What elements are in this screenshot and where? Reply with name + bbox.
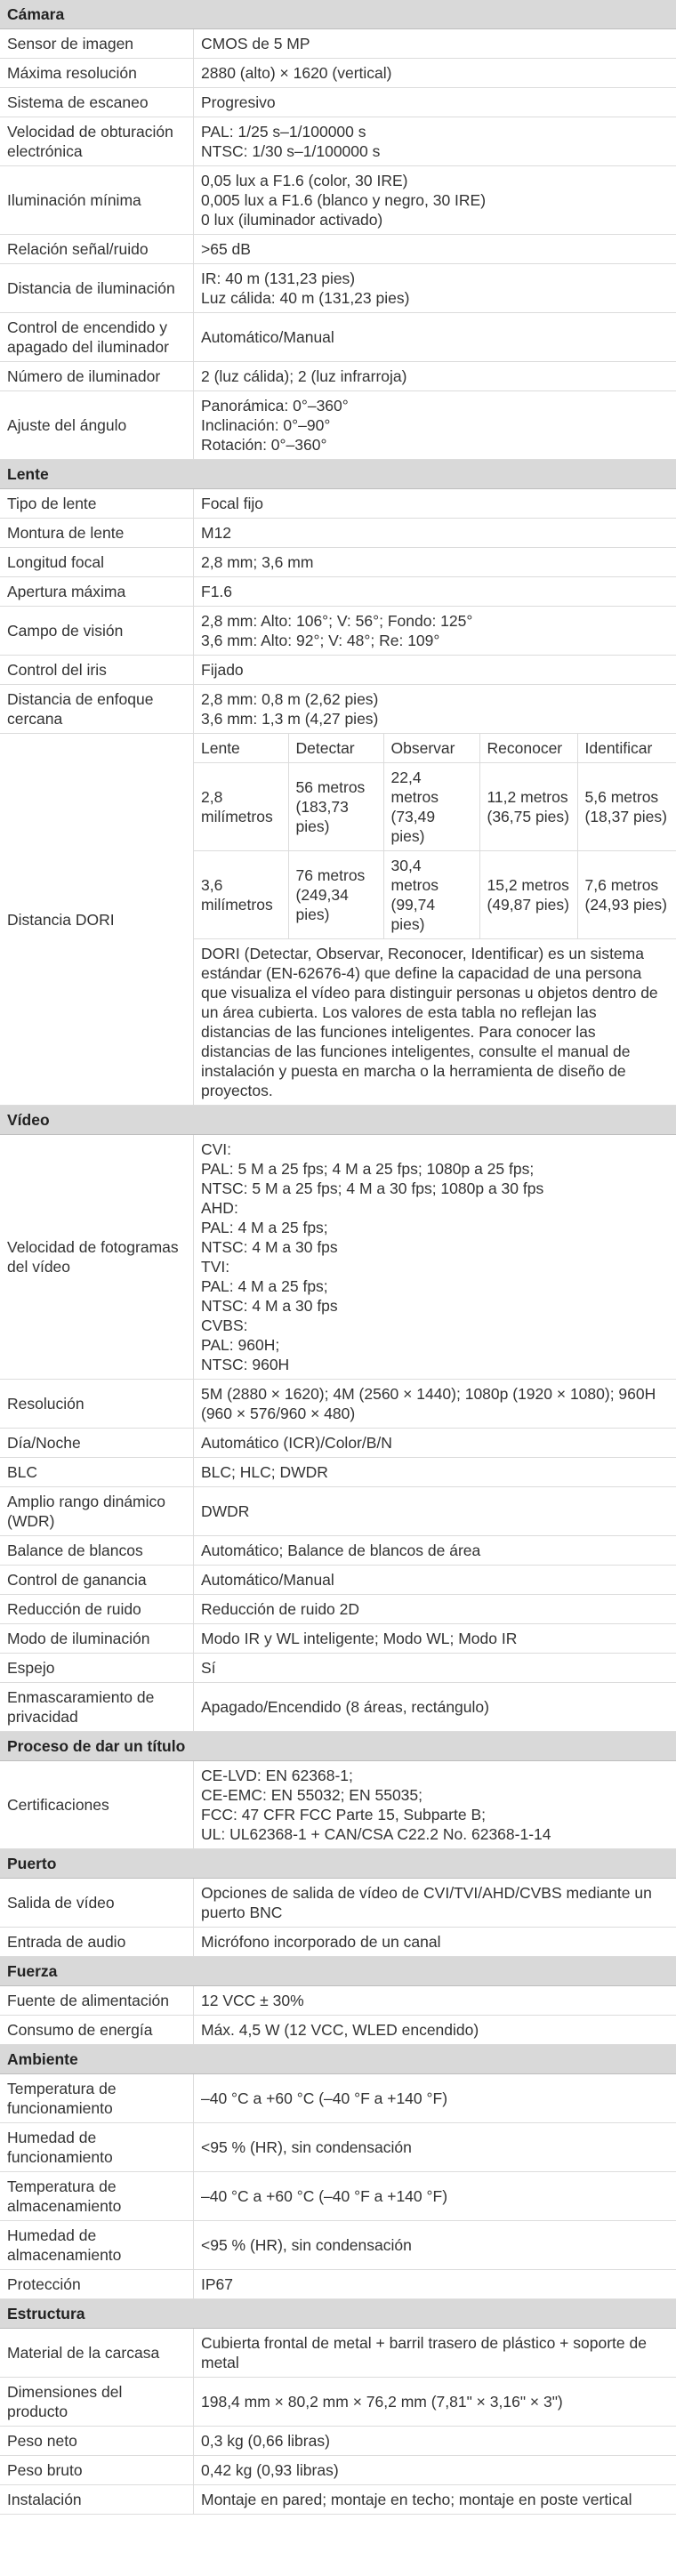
spec-value-line: CMOS de 5 MP — [201, 35, 310, 52]
spec-row-entrada-de-audio — [0, 1928, 676, 1957]
section-header-fuerza: Fuerza — [0, 1957, 676, 1986]
spec-label: Ajuste del ángulo — [0, 391, 194, 459]
spec-row-dia-noche — [0, 1429, 676, 1458]
spec-label: Campo de visión — [0, 607, 194, 655]
spec-label: Modo de iluminación — [0, 1624, 194, 1653]
spec-label: Tipo de lente — [0, 489, 194, 518]
spec-value-line: 3,6 mm: Alto: 92°; V: 48°; Re: 109° — [201, 632, 440, 649]
spec-value — [194, 59, 676, 87]
dori-header-cell: Reconocer — [479, 734, 577, 763]
dori-cell: 7,6 metros (24,93 pies) — [577, 851, 676, 939]
spec-sections-before-dori — [0, 0, 676, 734]
spec-value-line: 0,005 lux a F1.6 (blanco y negro, 30 IRE) — [201, 191, 487, 209]
spec-value-line: 0,3 kg (0,66 libras) — [201, 2432, 330, 2450]
dori-cell: 3,6 milímetros — [194, 851, 288, 939]
spec-value — [194, 1986, 676, 2015]
spec-row-certificaciones — [0, 1761, 676, 1849]
spec-value-line: 2,8 mm: Alto: 106°; V: 56°; Fondo: 125° — [201, 612, 473, 630]
dori-header-cell: Observar — [383, 734, 479, 763]
spec-value — [194, 2074, 676, 2122]
spec-value-line: PAL: 960H; — [201, 1336, 280, 1354]
dori-cell: 11,2 metros (36,75 pies) — [479, 763, 577, 851]
spec-label: Distancia de iluminación — [0, 264, 194, 312]
spec-row-velocidad-de-obturacion-electronica — [0, 117, 676, 166]
spec-value-line: PAL: 4 M a 25 fps; — [201, 1219, 328, 1236]
spec-value-line: 2,8 mm: 0,8 m (2,62 pies) — [201, 690, 379, 708]
spec-label: Relación señal/ruido — [0, 235, 194, 263]
spec-value-line: Inclinación: 0°–90° — [201, 416, 331, 434]
spec-value-line: PAL: 4 M a 25 fps; — [201, 1277, 328, 1295]
spec-value-line: Opciones de salida de vídeo de CVI/TVI/AHD/CVBS mediante un puerto BNC — [201, 1884, 652, 1921]
spec-value — [194, 685, 676, 733]
spec-row-distancia-de-iluminacion — [0, 264, 676, 313]
spec-row-sistema-de-escaneo — [0, 88, 676, 117]
spec-label: Material de la carcasa — [0, 2329, 194, 2377]
spec-value — [194, 656, 676, 684]
spec-row-material-de-la-carcasa — [0, 2329, 676, 2378]
spec-value — [194, 1458, 676, 1486]
spec-value-line: <95 % (HR), sin condensación — [201, 2138, 412, 2156]
spec-value-line: Automático/Manual — [201, 1571, 334, 1589]
spec-value-line: Micrófono incorporado de un canal — [201, 1933, 441, 1951]
spec-label: Enmascaramiento de privacidad — [0, 1683, 194, 1731]
spec-value-line: AHD: — [201, 1199, 238, 1217]
spec-row-reduccion-de-ruido — [0, 1595, 676, 1624]
spec-label: Humedad de funcionamiento — [0, 2123, 194, 2171]
dori-cell: 15,2 metros (49,87 pies) — [479, 851, 577, 939]
spec-value-line: IR: 40 m (131,23 pies) — [201, 270, 356, 287]
dori-header-cell: Lente — [194, 734, 288, 763]
spec-label: Humedad de almacenamiento — [0, 2221, 194, 2269]
spec-value-line: NTSC: 1/30 s–1/100000 s — [201, 142, 381, 160]
spec-value — [194, 362, 676, 390]
dori-cell: 30,4 metros (99,74 pies) — [383, 851, 479, 939]
dori-note: DORI (Detectar, Observar, Reconocer, Identificar) es un sistema estándar (EN-62676-4) que define la capacidad de una persona que visualiza el vídeo para distinguir personas u objetos dentro de un área cubierta. Los valores de esta tabla no reflejan las distancias de las funciones inteligentes. Para conocer las distancias de las funciones inteligentes, consulte el manual de instalación y puesta en marcha o la herramienta de diseño de proyectos. — [201, 945, 658, 1099]
spec-value-line: Reducción de ruido 2D — [201, 1600, 360, 1618]
spec-row-balance-de-blancos — [0, 1536, 676, 1566]
spec-label: Sensor de imagen — [0, 29, 194, 58]
spec-value-line: DWDR — [201, 1502, 250, 1520]
spec-row-maxima-resolucion — [0, 59, 676, 88]
spec-value — [194, 264, 676, 312]
spec-value — [194, 2172, 676, 2220]
spec-value-line: Cubierta frontal de metal + barril trasero de plástico + soporte de metal — [201, 2334, 647, 2371]
spec-value — [194, 1879, 676, 1927]
spec-label: Montura de lente — [0, 519, 194, 547]
spec-row-peso-neto — [0, 2427, 676, 2456]
spec-row-control-del-iris — [0, 656, 676, 685]
spec-row-velocidad-de-fotogramas-del-video — [0, 1135, 676, 1380]
spec-value-line: Automático; Balance de blancos de área — [201, 1542, 481, 1559]
spec-value-line: 2,8 mm; 3,6 mm — [201, 553, 314, 571]
spec-value-line: Automático/Manual — [201, 328, 334, 346]
spec-label: Resolución — [0, 1380, 194, 1428]
spec-row-amplio-rango-dinamico-wdr — [0, 1487, 676, 1536]
spec-value-line: –40 °C a +60 °C (–40 °F a +140 °F) — [201, 2089, 448, 2107]
spec-row-campo-de-vision — [0, 607, 676, 656]
spec-label: Sistema de escaneo — [0, 88, 194, 117]
spec-row-dori — [0, 734, 676, 1106]
spec-value-line: NTSC: 960H — [201, 1356, 290, 1373]
spec-row-temperatura-de-almacenamiento — [0, 2172, 676, 2221]
spec-value-line: 198,4 mm × 80,2 mm × 76,2 mm (7,81" × 3,16" × 3") — [201, 2393, 563, 2411]
spec-row-resolucion — [0, 1380, 676, 1429]
spec-value — [194, 1624, 676, 1653]
spec-value-line: Modo IR y WL inteligente; Modo WL; Modo IR — [201, 1630, 518, 1647]
spec-value — [194, 235, 676, 263]
spec-label: Certificaciones — [0, 1761, 194, 1848]
spec-label: Día/Noche — [0, 1429, 194, 1457]
spec-label: Iluminación mínima — [0, 166, 194, 234]
spec-value-line: Automático (ICR)/Color/B/N — [201, 1434, 392, 1452]
spec-value-line: FCC: 47 CFR FCC Parte 15, Subparte B; — [201, 1806, 486, 1823]
section-header-camara: Cámara — [0, 0, 676, 29]
spec-row-modo-de-iluminacion — [0, 1624, 676, 1654]
spec-row-dimensiones-del-producto — [0, 2378, 676, 2427]
spec-label: Distancia DORI — [0, 734, 194, 1105]
spec-value — [194, 734, 676, 1105]
spec-value-line: Rotación: 0°–360° — [201, 436, 327, 454]
spec-label: Entrada de audio — [0, 1928, 194, 1956]
spec-value — [194, 489, 676, 518]
spec-value — [194, 313, 676, 361]
spec-value — [194, 2221, 676, 2269]
spec-label: Espejo — [0, 1654, 194, 1682]
spec-value-line: Focal fijo — [201, 495, 264, 512]
spec-row-consumo-de-energia — [0, 2016, 676, 2045]
spec-value-line: <95 % (HR), sin condensación — [201, 2236, 412, 2254]
spec-value — [194, 1429, 676, 1457]
spec-value-line: PAL: 5 M a 25 fps; 4 M a 25 fps; 1080p a 25 fps; — [201, 1160, 535, 1178]
spec-value — [194, 548, 676, 576]
spec-value-line: NTSC: 4 M a 30 fps — [201, 1297, 338, 1315]
spec-value-line: CE-LVD: EN 62368-1; — [201, 1767, 353, 1784]
spec-row-distancia-de-enfoque-cercana — [0, 685, 676, 734]
spec-label: Velocidad de obturación electrónica — [0, 117, 194, 165]
spec-row-blc — [0, 1458, 676, 1487]
spec-value-line: CE-EMC: EN 55032; EN 55035; — [201, 1786, 423, 1804]
spec-value-line: 5M (2880 × 1620); 4M (2560 × 1440); 1080p (1920 × 1080); 960H (960 × 576/960 × 480) — [201, 1385, 656, 1422]
spec-value — [194, 1928, 676, 1956]
spec-label: Distancia de enfoque cercana — [0, 685, 194, 733]
dori-cell: 5,6 metros (18,37 pies) — [577, 763, 676, 851]
spec-value — [194, 1761, 676, 1848]
section-header-proceso-de-dar-un-titulo: Proceso de dar un título — [0, 1732, 676, 1761]
spec-value — [194, 88, 676, 117]
spec-value-line: NTSC: 5 M a 25 fps; 4 M a 30 fps; 1080p a 30 fps — [201, 1179, 544, 1197]
dori-row — [194, 763, 676, 851]
spec-value — [194, 2016, 676, 2044]
spec-row-sensor-de-imagen — [0, 29, 676, 59]
spec-row-humedad-de-funcionamiento — [0, 2123, 676, 2172]
spec-value — [194, 2123, 676, 2171]
spec-label: Máxima resolución — [0, 59, 194, 87]
spec-value-line: CVBS: — [201, 1316, 248, 1334]
spec-value-line: –40 °C a +60 °C (–40 °F a +140 °F) — [201, 2187, 448, 2205]
spec-row-ajuste-del-angulo — [0, 391, 676, 460]
spec-label: Fuente de alimentación — [0, 1986, 194, 2015]
spec-value-line: TVI: — [201, 1258, 230, 1276]
spec-label: Control del iris — [0, 656, 194, 684]
spec-label: Número de iluminador — [0, 362, 194, 390]
spec-label: Salida de vídeo — [0, 1879, 194, 1927]
spec-value-line: BLC; HLC; DWDR — [201, 1463, 328, 1481]
spec-label: Protección — [0, 2270, 194, 2298]
spec-label: Longitud focal — [0, 548, 194, 576]
spec-label: Temperatura de almacenamiento — [0, 2172, 194, 2220]
spec-value-line: Máx. 4,5 W (12 VCC, WLED encendido) — [201, 2021, 479, 2039]
spec-value — [194, 607, 676, 655]
section-header-video: Vídeo — [0, 1106, 676, 1135]
spec-row-montura-de-lente — [0, 519, 676, 548]
spec-row-humedad-de-almacenamiento — [0, 2221, 676, 2270]
spec-label: Peso neto — [0, 2427, 194, 2455]
spec-row-apertura-maxima — [0, 577, 676, 607]
spec-value — [194, 117, 676, 165]
spec-label: BLC — [0, 1458, 194, 1486]
spec-value — [194, 391, 676, 459]
spec-value-line: Montaje en pared; montaje en techo; montaje en poste vertical — [201, 2491, 632, 2508]
spec-value-line: 0 lux (iluminador activado) — [201, 211, 383, 229]
dori-table — [194, 734, 676, 939]
spec-sections-after-dori — [0, 1106, 676, 2515]
spec-row-enmascaramiento-de-privacidad — [0, 1683, 676, 1732]
spec-value — [194, 1683, 676, 1731]
spec-label: Apertura máxima — [0, 577, 194, 606]
spec-value-line: 0,05 lux a F1.6 (color, 30 IRE) — [201, 172, 408, 189]
spec-value — [194, 1536, 676, 1565]
spec-value-line: Apagado/Encendido (8 áreas, rectángulo) — [201, 1698, 489, 1716]
spec-label: Reducción de ruido — [0, 1595, 194, 1623]
spec-value-line: Fijado — [201, 661, 244, 679]
spec-value-line: Progresivo — [201, 93, 276, 111]
spec-value — [194, 2270, 676, 2298]
spec-value-line: Luz cálida: 40 m (131,23 pies) — [201, 289, 410, 307]
spec-value-line: F1.6 — [201, 583, 233, 600]
dori-cell: 76 metros (249,34 pies) — [288, 851, 383, 939]
spec-value-line: Panorámica: 0°–360° — [201, 397, 349, 415]
spec-row-fuente-de-alimentacion — [0, 1986, 676, 2016]
dori-cell: 2,8 milímetros — [194, 763, 288, 851]
spec-value-line: IP67 — [201, 2275, 233, 2293]
section-header-puerto: Puerto — [0, 1849, 676, 1879]
spec-label: Amplio rango dinámico (WDR) — [0, 1487, 194, 1535]
spec-value — [194, 1595, 676, 1623]
spec-value — [194, 1380, 676, 1428]
spec-row-temperatura-de-funcionamiento — [0, 2074, 676, 2123]
spec-label: Instalación — [0, 2485, 194, 2514]
spec-value — [194, 2329, 676, 2377]
spec-value-line: UL: UL62368-1 + CAN/CSA C22.2 No. 62368-1-14 — [201, 1825, 551, 1843]
spec-value — [194, 1654, 676, 1682]
spec-value-line: 2 (luz cálida); 2 (luz infrarroja) — [201, 367, 407, 385]
spec-label: Control de encendido y apagado del iluminador — [0, 313, 194, 361]
spec-value — [194, 519, 676, 547]
dori-row — [194, 851, 676, 939]
spec-value-line: >65 dB — [201, 240, 251, 258]
spec-value-line: CVI: — [201, 1140, 232, 1158]
spec-value-line: M12 — [201, 524, 232, 542]
spec-row-relacion-senal-ruido — [0, 235, 676, 264]
spec-row-espejo — [0, 1654, 676, 1683]
spec-value — [194, 2427, 676, 2455]
spec-row-iluminacion-minima — [0, 166, 676, 235]
spec-row-proteccion — [0, 2270, 676, 2299]
spec-label: Temperatura de funcionamiento — [0, 2074, 194, 2122]
spec-label: Dimensiones del producto — [0, 2378, 194, 2426]
spec-value-line: 12 VCC ± 30% — [201, 1992, 304, 2009]
spec-value — [194, 29, 676, 58]
spec-row-salida-de-video — [0, 1879, 676, 1928]
spec-value — [194, 1135, 676, 1379]
section-header-ambiente: Ambiente — [0, 2045, 676, 2074]
dori-header-cell: Detectar — [288, 734, 383, 763]
spec-value — [194, 577, 676, 606]
dori-cell: 22,4 metros (73,49 pies) — [383, 763, 479, 851]
dori-cell: 56 metros (183,73 pies) — [288, 763, 383, 851]
spec-row-numero-de-iluminador — [0, 362, 676, 391]
spec-row-control-de-encendido-y-apagado-del-iluminador — [0, 313, 676, 362]
dori-header-cell: Identificar — [577, 734, 676, 763]
spec-value — [194, 166, 676, 234]
spec-label: Peso bruto — [0, 2456, 194, 2484]
section-header-lente: Lente — [0, 460, 676, 489]
section-header-estructura: Estructura — [0, 2299, 676, 2329]
spec-value-line: Sí — [201, 1659, 216, 1677]
spec-label: Consumo de energía — [0, 2016, 194, 2044]
spec-value — [194, 1487, 676, 1535]
dori-header-row — [194, 734, 676, 763]
spec-value — [194, 2456, 676, 2484]
spec-value — [194, 1566, 676, 1594]
spec-label: Balance de blancos — [0, 1536, 194, 1565]
spec-row-peso-bruto — [0, 2456, 676, 2485]
spec-value — [194, 2485, 676, 2514]
spec-label: Control de ganancia — [0, 1566, 194, 1594]
spec-row-instalacion — [0, 2485, 676, 2515]
spec-value-line: 2880 (alto) × 1620 (vertical) — [201, 64, 392, 82]
spec-value-line: PAL: 1/25 s–1/100000 s — [201, 123, 366, 141]
spec-row-longitud-focal — [0, 548, 676, 577]
spec-value — [194, 2378, 676, 2426]
spec-value-line: 3,6 mm: 1,3 m (4,27 pies) — [201, 710, 379, 728]
spec-row-tipo-de-lente — [0, 489, 676, 519]
spec-value-line: NTSC: 4 M a 30 fps — [201, 1238, 338, 1256]
spec-row-control-de-ganancia — [0, 1566, 676, 1595]
spec-label: Velocidad de fotogramas del vídeo — [0, 1135, 194, 1379]
spec-value-line: 0,42 kg (0,93 libras) — [201, 2461, 339, 2479]
